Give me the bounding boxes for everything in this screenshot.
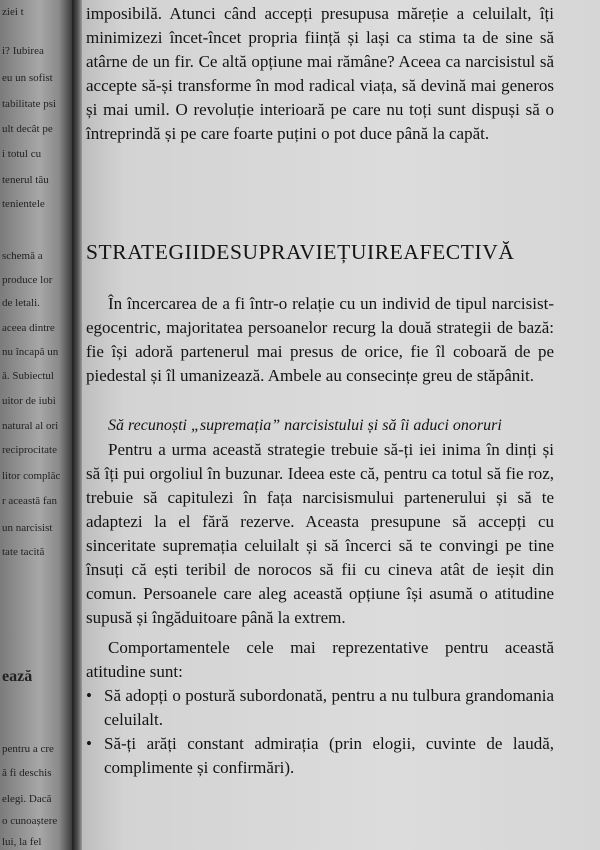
left-page-line: tenientele	[2, 198, 45, 210]
left-page-heading: ează	[2, 670, 33, 683]
left-page-line: produce lor	[2, 274, 53, 286]
left-page-line: tabilitate psi	[2, 98, 57, 110]
left-page-line: uitor de iubi	[2, 395, 56, 407]
left-page-line: o cunoaștere	[2, 815, 58, 827]
left-page-line: un narcisist	[2, 522, 53, 534]
left-page-line: pentru a cre	[2, 743, 54, 755]
left-page-line: i totul cu	[2, 148, 42, 160]
intro-paragraph: În încercarea de a fi într-o relație cu un individ de tipul narcisist-egocentric, majoritatea persoanelor recurg la două strategii de bază: fie își adoră partenerul mai presus de orice, fie îl coboară de pe piedestal și îl umanizează. Ambele au consecințe greu de stăpânit.	[86, 294, 554, 385]
left-page-line: reciprocitate	[2, 444, 57, 456]
left-page-line: ult decât pe	[2, 123, 53, 135]
left-page-line: natural al ori	[2, 420, 59, 432]
left-page-line: ziei t	[2, 6, 24, 18]
list-item: • Să adopți o postură subordonată, pentru a nu tulbura grandomania celuilalt.	[86, 684, 554, 732]
left-page-line: r această fan	[2, 495, 57, 507]
paragraph-continuation: imposibilă. Atunci când accepți presupusa măreție a celuilalt, îți minimizezi încet-încet propria ființă și lași ca stima ta de sine să atârne de un fir. Ce altă opțiune mai rămâne? Aceea ca narcisistul să accepte să-și transforme în mod radical viața, să devină mai generos și mai umil. O revoluție interioară pe care nu toți sunt dispuși să o întreprindă și pe care foarte puțini o pot duce până la capăt.	[86, 4, 554, 143]
subsection-heading: Să recunoști „supremația” narcisistului și să îi aduci onoruri	[108, 417, 502, 434]
left-page-line: schemă a	[2, 250, 43, 262]
left-page-line: lui, la fel	[2, 836, 42, 848]
left-page-line: ă fi deschis	[2, 767, 52, 779]
page-text-main	[86, 292, 554, 780]
list-item: • Să-ți arăți constant admirația (prin elogii, cuvinte de laudă, complimente și confirmări).	[86, 732, 554, 780]
section-heading: STRATEGIIDESUPRAVIEȚUIREAFECTIVĂ	[86, 240, 515, 264]
left-page-line: aceea dintre	[2, 322, 55, 334]
left-page-line: eu un sofist	[2, 72, 53, 84]
left-page-line: elegi. Dacă	[2, 793, 52, 805]
left-page-line: de letali.	[2, 297, 40, 309]
strategy-paragraph: Pentru a urma această strategie trebuie să-ți iei inima în dinți și să îți pui orgoliul în buzunar. Ideea este că, pentru ca totul să fie roz, trebuie să capitulezi în fața narcisismului partenerului și să te adaptezi la el fără rezerve. Aceasta presupune să accepți cu sinceritate supremația celuilalt și să încerci să te convingi pe tine însuți că ești teribil de norocos să fii cu cineva atât de ieșit din comun. Persoanele care aleg această opțiune își asumă o atitudine supusă și îngăduitoare până la extrem.	[86, 440, 554, 627]
left-page-line: nu încapă un	[2, 346, 59, 358]
behaviors-list	[86, 684, 554, 780]
left-page-line: litor complăc	[2, 470, 61, 482]
behaviors-intro-paragraph: Comportamentele cele mai reprezentative pentru această atitudine sunt:	[86, 638, 554, 681]
left-page-edge	[0, 0, 72, 850]
book-page	[82, 0, 600, 850]
left-page-line: ă. Subiectul	[2, 370, 54, 382]
left-page-line: tenerul tău	[2, 174, 49, 186]
book-spine-shadow	[72, 0, 82, 850]
left-page-line: i? Iubirea	[2, 45, 44, 57]
page-text-top	[86, 2, 554, 146]
left-page-line: tate tacită	[2, 546, 45, 558]
